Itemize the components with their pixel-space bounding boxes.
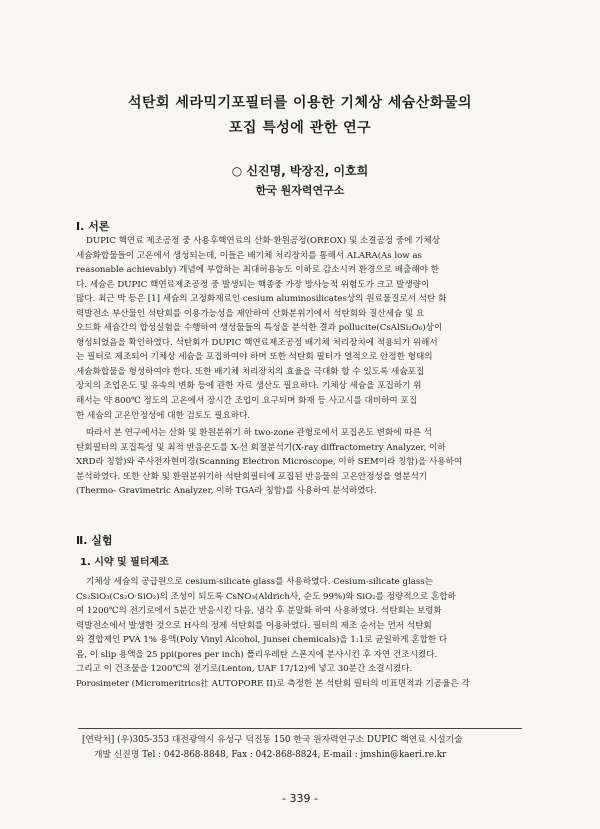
section-1-paragraph-2: [76, 426, 520, 499]
footer-divider: [78, 728, 522, 729]
section-1-paragraph-1: [76, 234, 520, 423]
text-line: (Thermo- Gravimetric Analyzer, 이하 TGA라 칭함)를 사용하여 분석하였다.: [76, 486, 377, 497]
text-line: 많다. 최근 박 등은 [1] 세슘의 고정화재료인 cesium aluminosilicates상의 원료물질로서 석탄 화: [76, 294, 447, 305]
paper-title-line-1: 석탄회 세라믹기포필터를 이용한 기체상 세슘산화물의: [127, 95, 473, 111]
text-line: 력발전소에서 발생한 것으로 H사의 정제 석탄회를 이용하였다. 필터의 제조 순서는 먼저 석탄회: [76, 620, 432, 631]
section-1-heading: Ⅰ. 서론: [76, 220, 110, 233]
text-line: 음, 이 slip 용액을 25 ppi(pores per inch) 폴리우레탄 스폰지에 분사시킨 후 자연 건조시켰다.: [76, 649, 438, 660]
text-line: reasonable achievably) 개념에 부합하는 최대허용농도 이하로 감소시켜 환경으로 배출해야 한: [76, 265, 439, 276]
affiliation: 한국 원자력연구소: [255, 184, 345, 197]
text-line: 형성되었음을 확인하였다. 석탄회가 DUPIC 핵연료제조공정 배기체 처리장치에 적용되기 위해서: [76, 337, 438, 348]
footer-contact-line-2: 개발 신진명 Tel : 042-868-8848, Fax : 042-868-8824, E-mail : jmshin@kaeri.re.kr: [94, 750, 447, 760]
section-2-paragraph-1: [76, 575, 520, 691]
text-line: 탄회필터의 포집특성 및 최적 반응온도를 X-선 회절분석기(X-ray diffractometry Analyzer, 이하: [76, 442, 446, 453]
footer-contact-line-1: [연락처] (우)305-353 대전광역시 유성구 덕진동 150 한국 원자력연구소 DUPIC 핵연료 시설기술: [82, 735, 463, 745]
text-line: 그리고 이 건조물을 1200℃의 전기로(Lenton, UAF 17/12)에 넣고 30분간 소결시켰다.: [76, 664, 413, 675]
authors: ○ 신진명, 박장진, 이호희: [231, 164, 369, 178]
text-line: 해서는 약 800℃ 정도의 고온에서 장시간 조업이 요구되며 화재 등 사고시를 대비하여 포집: [76, 396, 418, 407]
text-line: 세슘화합물들이 고온에서 생성되는데, 이들은 배기체 처리장치를 통해서 ALARA(As low as: [76, 250, 422, 261]
text-line: 기체상 세슘의 공급원으로 cesium-silicate glass를 사용하였다. Cesium-silicate glass는: [86, 577, 433, 587]
text-line: Cs₂SiO₃(Cs₂O·SiO₂)의 조성이 되도록 CsNO₃(Aldrich사, 순도 99%)와 SiO₂를 정량적으로 혼합하: [76, 591, 456, 602]
text-line: 분석하였다. 또한 산화 및 환원분위기하 석탄회필터에 포집된 반응물의 고온안정성을 열분석기: [76, 471, 428, 482]
paper-title-line-2: 포집 특성에 관한 연구: [228, 120, 372, 136]
text-line: 장치의 조업온도 및 유속의 변화 등에 관한 자료 생산도 필요하다. 기체상 세슘을 포집하기 위: [76, 381, 422, 392]
text-line: 는 필터로 제조되어 기체상 세슘을 포집하여야 하며 또한 석탄회 필터가 열적으로 안정한 형태의: [76, 352, 433, 363]
section-2-subheading: 1. 시약 및 필터제조: [80, 557, 169, 568]
page-number: - 339 -: [282, 792, 318, 805]
text-line: 오드화 세슘간의 합성실험을 수행하여 생성물들의 특성을 분석한 결과 pollucite(CsAlSi₂O₆)상이: [76, 323, 443, 334]
text-line: 세슘화합물을 형성하여야 한다. 또한 배기체 처리장치의 효율을 극대화 할 수 있도록 세슘포집: [76, 366, 425, 377]
text-line: 한 세슘의 고온안정성에 대한 검토도 필요하다.: [76, 410, 251, 421]
section-2-heading: Ⅱ. 실험: [76, 534, 113, 547]
text-line: XRD라 칭함)와 주사전자현미경(Scanning Electron Microscope, 이하 SEM이라 칭함)을 사용하여: [76, 457, 463, 468]
text-line: Porosimeter (Micromeritrics社 AUTOPORE II)로 측정한 본 석탄회 필터의 비표면적과 기공율은 각: [76, 678, 470, 689]
text-line: 여 1200℃의 전기로에서 5분간 반응시킨 다음, 냉각 후 분말화 하여 사용하였다. 석탄회는 보령화: [76, 606, 442, 617]
text-line: DUPIC 핵연료 제조공정 중 사용후핵연료의 산화·환원공정(OREOX) 및 소결공정 중에 기체상: [86, 236, 441, 246]
text-line: 다. 세슘은 DUPIC 핵연료제조공정 중 발생되는 핵종중 가장 방사능적 위험도가 크고 발생량이: [76, 279, 430, 290]
text-line: 와 결합제인 PVA 1% 용액(Poly Vinyl Alcohol, Junsei chemicals)을 1:1로 균일하게 혼합한 다: [76, 635, 448, 646]
text-line: 력발전소 부산물인 석탄회를 이용가능성을 제안하여 산화분위기에서 석탄회와 질산세슘 및 요: [76, 308, 425, 319]
text-line: 따라서 본 연구에서는 산화 및 환원분위기 하 two-zone 관형로에서 포집온도 변화에 따른 석: [86, 428, 432, 438]
